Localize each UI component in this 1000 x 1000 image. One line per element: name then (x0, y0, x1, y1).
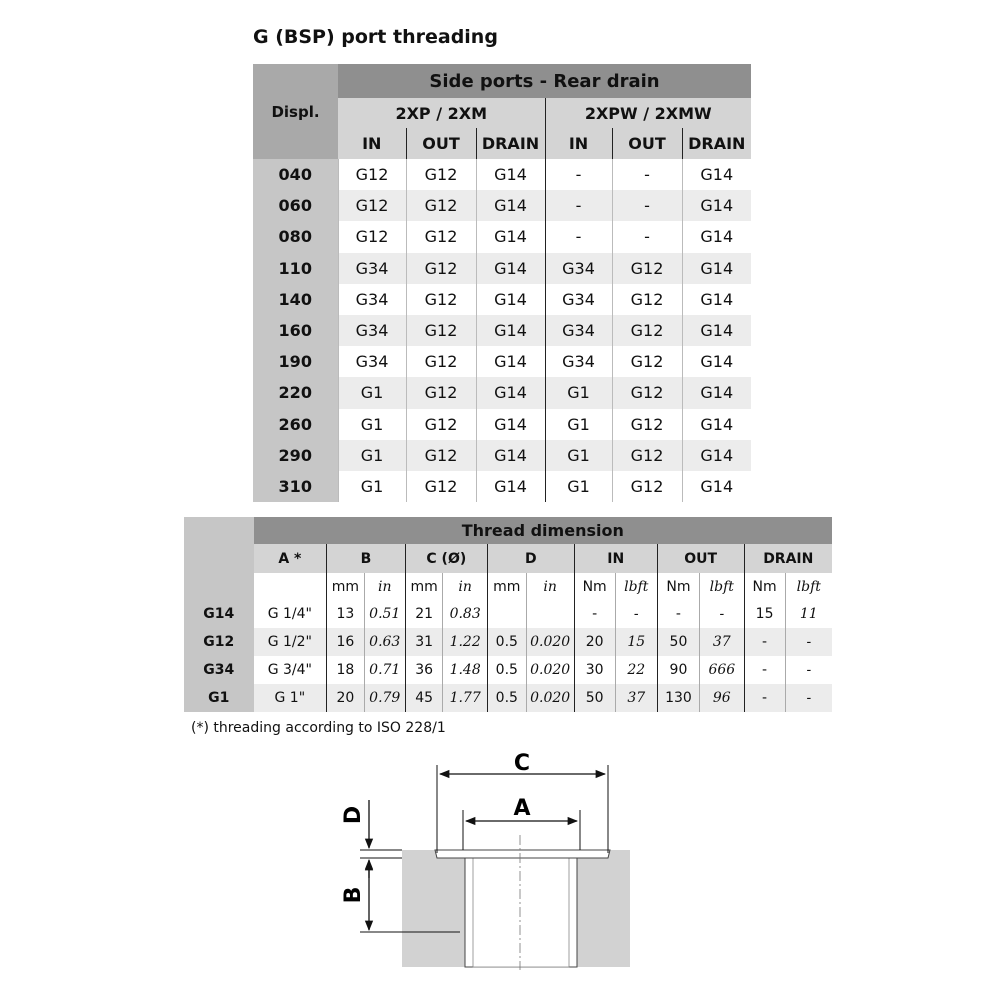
port-cell: G1 (545, 409, 612, 440)
port-cell: G12 (612, 471, 682, 502)
thread-value-cell: 15 (615, 628, 657, 656)
port-cell: G14 (476, 471, 545, 502)
group-header: C (Ø) (405, 544, 487, 573)
port-cell: G12 (406, 284, 476, 315)
port-cell: - (545, 159, 612, 190)
ports-row (253, 253, 751, 284)
unit-label: mm (487, 573, 526, 600)
thread-value-cell: 15 (744, 600, 785, 628)
group-header: B (327, 544, 406, 573)
port-cell: G1 (545, 377, 612, 408)
port-cell: G34 (545, 284, 612, 315)
unit-label: lbft (615, 573, 657, 600)
thread-value-cell: 90 (657, 656, 699, 684)
group-header: DRAIN (744, 544, 832, 573)
col-header: OUT (612, 128, 682, 159)
thread-value-cell: - (785, 656, 832, 684)
port-cell: G14 (476, 377, 545, 408)
port-cell: G14 (476, 346, 545, 377)
port-cell: G14 (476, 440, 545, 471)
port-cell: G12 (338, 190, 406, 221)
thread-value-cell: 20 (327, 684, 365, 712)
thread-value-cell: 18 (327, 656, 365, 684)
port-cell: G14 (682, 409, 751, 440)
thread-value-cell: - (657, 600, 699, 628)
thread-value-cell (526, 600, 574, 628)
thread-value-cell: 50 (657, 628, 699, 656)
thread-value-cell: - (574, 600, 615, 628)
thread-row (184, 600, 832, 628)
unit-label: lbft (700, 573, 744, 600)
thread-value-cell: 20 (574, 628, 615, 656)
thread-value-cell: - (744, 684, 785, 712)
ports-row (253, 409, 751, 440)
thread-value-cell: 50 (574, 684, 615, 712)
thread-value-cell: 0.83 (443, 600, 487, 628)
port-cell: G12 (612, 253, 682, 284)
port-cell: - (612, 221, 682, 252)
port-cell: G1 (338, 409, 406, 440)
port-cell: G12 (612, 409, 682, 440)
thread-size-cell: G34 (184, 656, 254, 684)
displ-cell: 060 (253, 190, 338, 221)
thread-row (184, 628, 832, 656)
unit-label: in (364, 573, 405, 600)
port-cell: G1 (338, 377, 406, 408)
thread-size-cell: G1 (184, 684, 254, 712)
port-cell: G34 (338, 253, 406, 284)
thread-value-cell: G 3/4" (267, 662, 312, 678)
thread-value-cell: 21 (405, 600, 443, 628)
port-cell: G14 (476, 253, 545, 284)
displ-cell: 290 (253, 440, 338, 471)
displ-header: Displ. (253, 64, 338, 159)
unit-label: mm (327, 573, 365, 600)
thread-value-cell: 11 (785, 600, 832, 628)
port-cell: G12 (406, 409, 476, 440)
thread-value-cell: 16 (327, 628, 365, 656)
port-cell: G12 (406, 190, 476, 221)
displ-cell: 260 (253, 409, 338, 440)
port-cell: G14 (682, 284, 751, 315)
port-cell: G12 (338, 221, 406, 252)
ports-row (253, 471, 751, 502)
label-c: C (513, 751, 531, 776)
port-cell: G14 (682, 221, 751, 252)
thread-value-cell: 31 (405, 628, 443, 656)
ports-row (253, 190, 751, 221)
thread-row (184, 684, 832, 712)
port-cell: G1 (338, 440, 406, 471)
group-header: A * (254, 544, 327, 573)
port-cell: G12 (612, 377, 682, 408)
port-cell: G12 (406, 159, 476, 190)
port-cell: G14 (682, 159, 751, 190)
port-cell: G1 (338, 471, 406, 502)
port-cell: - (612, 190, 682, 221)
thread-value-cell: 0.020 (526, 656, 574, 684)
page-title: G (BSP) port threading (253, 26, 498, 48)
port-cell: G34 (338, 315, 406, 346)
thread-value-cell: - (615, 600, 657, 628)
thread-value-cell: 1.48 (443, 656, 487, 684)
thread-size-cell: G14 (184, 600, 254, 628)
port-cell: G12 (406, 253, 476, 284)
unit-label: Nm (744, 573, 785, 600)
thread-value-cell: 666 (700, 656, 744, 684)
group-header: D (487, 544, 574, 573)
unit-label: mm (405, 573, 443, 600)
port-cell: G1 (545, 471, 612, 502)
col-header: IN (338, 128, 406, 159)
thread-value-cell: - (785, 684, 832, 712)
thread-value-cell: G 1/2" (254, 628, 327, 656)
thread-value-cell: G 1/4" (267, 606, 312, 622)
ports-row (253, 221, 751, 252)
thread-value-cell (487, 600, 526, 628)
displ-cell: 160 (253, 315, 338, 346)
thread-value-cell: 1.22 (443, 628, 487, 656)
thread-value-cell: 0.51 (364, 600, 405, 628)
port-cell: G14 (476, 409, 545, 440)
ports-table (253, 64, 751, 502)
unit-label: in (526, 573, 574, 600)
port-cell: G14 (476, 315, 545, 346)
col-header: DRAIN (682, 128, 751, 159)
thread-value-cell: 130 (657, 684, 699, 712)
port-cell: G1 (545, 440, 612, 471)
ports-banner: Side ports - Rear drain (338, 64, 751, 98)
group-2xp-header: 2XP / 2XM (338, 98, 545, 128)
thread-value-cell: 0.71 (364, 656, 405, 684)
thread-value-cell: 0.5 (487, 628, 526, 656)
thread-size-cell: G12 (184, 628, 254, 656)
port-cell: - (545, 221, 612, 252)
thread-value-cell: 22 (615, 656, 657, 684)
port-cell: G12 (612, 440, 682, 471)
thread-row (184, 656, 832, 684)
thread-value-cell: 36 (405, 656, 443, 684)
port-cell: G14 (682, 377, 751, 408)
port-cell: G12 (406, 471, 476, 502)
unit-label: Nm (574, 573, 615, 600)
label-d: D (341, 805, 366, 825)
port-cell: G14 (682, 315, 751, 346)
group-header: OUT (657, 544, 744, 573)
ports-row (253, 440, 751, 471)
group-2xpw-header: 2XPW / 2XMW (545, 98, 751, 128)
port-cell: G14 (682, 440, 751, 471)
thread-value-cell: - (744, 656, 785, 684)
thread-value-cell: 0.5 (487, 684, 526, 712)
port-cell: G34 (545, 346, 612, 377)
displ-cell: 220 (253, 377, 338, 408)
displ-cell: 140 (253, 284, 338, 315)
port-cell: G14 (682, 253, 751, 284)
port-cell: G12 (406, 221, 476, 252)
label-b: B (341, 886, 366, 904)
ports-row (253, 284, 751, 315)
port-cell: G34 (338, 346, 406, 377)
thread-value-cell: 1.77 (443, 684, 487, 712)
port-cell: G14 (476, 221, 545, 252)
thread-value-cell: - (785, 628, 832, 656)
port-cell: G12 (406, 440, 476, 471)
port-cell: G12 (612, 346, 682, 377)
unit-blank (254, 573, 327, 600)
thread-value-cell: 0.020 (526, 684, 574, 712)
port-cell: G12 (612, 284, 682, 315)
col-header: DRAIN (476, 128, 545, 159)
port-cell: - (545, 190, 612, 221)
thread-value-cell: 0.79 (364, 684, 405, 712)
thread-value-cell: 45 (405, 684, 443, 712)
unit-label: lbft (785, 573, 832, 600)
port-cell: G14 (476, 190, 545, 221)
thread-value-cell: 0.020 (526, 628, 574, 656)
col-header: OUT (406, 128, 476, 159)
thread-diagram (330, 745, 670, 985)
corner-cell (184, 517, 254, 600)
displ-cell: 080 (253, 221, 338, 252)
displ-cell: 310 (253, 471, 338, 502)
port-cell: G34 (545, 315, 612, 346)
thread-value-cell: 0.5 (487, 656, 526, 684)
port-cell: - (612, 159, 682, 190)
port-cell: G14 (476, 284, 545, 315)
thread-value-cell: 37 (615, 684, 657, 712)
thread-value-cell: G 1" (254, 684, 327, 712)
port-cell: G12 (406, 346, 476, 377)
displ-cell: 040 (253, 159, 338, 190)
group-header: IN (574, 544, 657, 573)
ports-row (253, 346, 751, 377)
thread-value-cell: 13 (327, 600, 365, 628)
col-header: IN (545, 128, 612, 159)
ports-row (253, 159, 751, 190)
port-cell: G12 (612, 315, 682, 346)
thread-value-cell: - (700, 600, 744, 628)
port-cell: G12 (406, 377, 476, 408)
port-cell: G14 (682, 190, 751, 221)
port-cell: G12 (406, 315, 476, 346)
port-cell: G14 (476, 159, 545, 190)
thread-value-cell: - (744, 628, 785, 656)
label-a: A (513, 796, 531, 821)
unit-label: Nm (657, 573, 699, 600)
port-cell: G14 (682, 471, 751, 502)
thread-dimension-table (184, 517, 832, 712)
part-body (402, 835, 630, 970)
ports-row (253, 377, 751, 408)
displ-cell: 190 (253, 346, 338, 377)
port-cell: G34 (338, 284, 406, 315)
footnote: (*) threading according to ISO 228/1 (191, 720, 446, 736)
ports-row (253, 315, 751, 346)
port-cell: G14 (682, 346, 751, 377)
port-cell: G34 (545, 253, 612, 284)
thread-value-cell: 0.63 (364, 628, 405, 656)
thread-value-cell: 37 (700, 628, 744, 656)
displ-cell: 110 (253, 253, 338, 284)
thread-value-cell: 96 (700, 684, 744, 712)
thread-value-cell: 30 (574, 656, 615, 684)
thread-banner: Thread dimension (254, 517, 832, 544)
unit-label: in (443, 573, 487, 600)
port-cell: G12 (338, 159, 406, 190)
